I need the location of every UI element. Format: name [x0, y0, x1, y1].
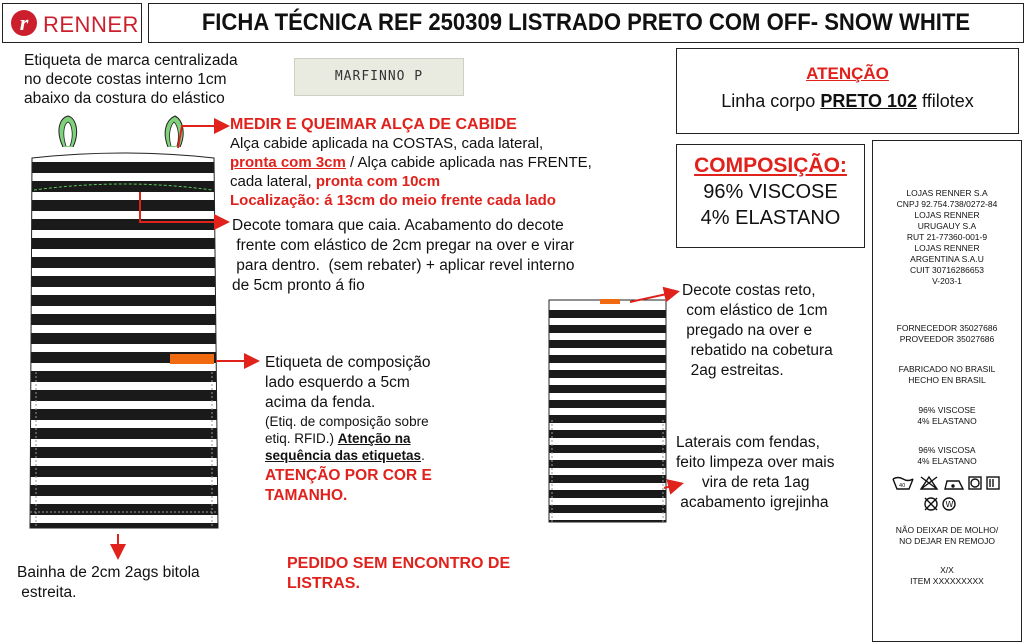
- composicao-note-line: Etiqueta de composição: [265, 354, 431, 371]
- back-stripe: [549, 490, 666, 498]
- care-line: 96% VISCOSE: [918, 405, 976, 415]
- care-line: FORNECEDOR 35027686: [896, 323, 998, 333]
- front-stripe: [20, 333, 230, 344]
- front-stripe: [20, 409, 230, 420]
- back-stripe: [549, 400, 666, 408]
- composicao-heading: COMPOSIÇÃO:: [694, 154, 847, 177]
- small-bold: Atenção na: [337, 431, 411, 446]
- back-stripe: [549, 505, 666, 513]
- alca-line-rest: / Alça cabide aplicada nas FRENTE,: [345, 154, 592, 171]
- front-stripe: [20, 504, 230, 515]
- back-stripe: [549, 385, 666, 393]
- care-line: FABRICADO NO BRASIL: [898, 364, 996, 374]
- brand-label-line: Etiqueta de marca centralizada: [24, 52, 238, 69]
- decote-frente-line: frente com elástico de 2cm pregar na over e virar: [232, 237, 575, 254]
- laterais-line: vira de reta 1ag: [676, 474, 810, 491]
- care-line: V-203-1: [932, 276, 962, 286]
- back-stripe: [549, 445, 666, 453]
- brand-label-line: abaixo da costura do elástico: [24, 90, 225, 107]
- care-line: HECHO EN BRASIL: [908, 375, 986, 385]
- care-line: PROVEEDOR 35027686: [899, 334, 995, 344]
- care-line: LOJAS RENNER: [914, 243, 980, 253]
- brand-tag-marker: [600, 299, 620, 304]
- front-stripe: [20, 314, 230, 325]
- front-stripe: [20, 447, 230, 458]
- brand-label-line: no decote costas interno 1cm: [24, 71, 227, 88]
- page-title: FICHA TÉCNICA REF 250309 LISTRADO PRETO COM OFF- SNOW WHITE: [201, 9, 971, 36]
- composicao-note-line: acima da fenda.: [265, 394, 376, 411]
- front-stripe: [20, 238, 230, 249]
- front-stripe: [20, 390, 230, 401]
- logo-mark: r: [11, 10, 37, 36]
- small-bold: sequência das etiquetas: [265, 448, 422, 463]
- back-stripe: [549, 460, 666, 468]
- small-dot: .: [421, 448, 425, 463]
- care-line: URUGAUY S.A: [917, 221, 977, 231]
- decote-costas-line: com elástico de 1cm: [682, 302, 828, 319]
- composicao-line: 96% VISCOSE: [703, 181, 838, 203]
- decote-frente-line: para dentro. (sem rebater) + aplicar revel interno: [232, 257, 575, 274]
- care-line: LOJAS RENNER: [914, 210, 980, 220]
- back-stripe: [549, 310, 666, 318]
- atencao-line-bold: PRETO 102: [820, 91, 918, 111]
- atencao-line-start: Linha corpo: [721, 91, 821, 111]
- alca-measure-frente: pronta com 10cm: [315, 173, 441, 190]
- alca-heading: MEDIR E QUEIMAR ALÇA DE CABIDE: [230, 116, 517, 133]
- laterais-line: feito limpeza over mais: [676, 454, 835, 471]
- alca-location: Localização: á 13cm do meio frente cada lado: [230, 192, 556, 209]
- composicao-line: 4% ELASTANO: [700, 207, 841, 229]
- decote-costas-line: pregado na over e: [682, 322, 813, 339]
- care-line: 4% ELASTANO: [917, 416, 977, 426]
- arrow-alca: [178, 126, 226, 148]
- brand-tag-text: MARFINNO P: [334, 69, 424, 84]
- front-stripe: [20, 162, 230, 173]
- svg-text:W: W: [945, 500, 954, 509]
- care-line: ARGENTINA S.A.U: [910, 254, 984, 264]
- front-stripe: [20, 371, 230, 382]
- pedido-line: LISTRAS.: [287, 575, 360, 592]
- svg-text:40: 40: [899, 483, 906, 489]
- front-stripe: [20, 485, 230, 496]
- decote-frente-line: Decote tomara que caia. Acabamento do decote: [232, 217, 564, 234]
- care-line: NO DEJAR EN REMOJO: [899, 536, 995, 546]
- bainha-line: estreita.: [17, 584, 77, 601]
- front-stripe: [20, 257, 230, 268]
- back-stripe: [549, 340, 666, 348]
- care-line: CUIT 30716286653: [909, 265, 985, 275]
- care-line: ITEM XXXXXXXXX: [910, 576, 984, 586]
- pedido-line: PEDIDO SEM ENCONTRO DE: [287, 555, 511, 572]
- front-stripe: [20, 200, 230, 211]
- small-text: etiq. RFID.): [265, 431, 338, 446]
- care-line: RUT 21-77360-001-9: [906, 232, 988, 242]
- care-line: X/X: [940, 565, 954, 575]
- decote-costas-line: Decote costas reto,: [682, 282, 816, 299]
- back-stripe: [549, 370, 666, 378]
- care-line: NÃO DEIXAR DE MOLHO/: [895, 525, 999, 535]
- back-stripe: [549, 475, 666, 483]
- composition-tag-marker: [170, 354, 214, 364]
- warning-line: ATENÇÃO POR COR E: [265, 467, 432, 484]
- logo-text: RENNER: [43, 12, 139, 37]
- alca-measure-costas: pronta com 3cm: [230, 154, 346, 171]
- bainha-line: Bainha de 2cm 2ags bitola: [17, 564, 200, 581]
- decote-costas-line: rebatido na cobetura: [682, 342, 833, 359]
- atencao-line-end: ffilotex: [917, 91, 974, 111]
- care-line: LOJAS RENNER S.A: [906, 188, 988, 198]
- warning-line: TAMANHO.: [265, 487, 348, 504]
- back-dress-drawing: [549, 299, 666, 528]
- front-stripe: [20, 295, 230, 306]
- front-dress-drawing: [20, 153, 230, 534]
- laterais-line: acabamento igrejinha: [676, 494, 829, 511]
- care-line: CNPJ 92.754.738/0272-84: [896, 199, 998, 209]
- care-line: 96% VISCOSA: [918, 445, 976, 455]
- laterais-line: Laterais com fendas,: [676, 434, 820, 451]
- composicao-note-small: (Etiq. de composição sobre: [265, 414, 429, 429]
- front-stripe: [20, 466, 230, 477]
- hanger-loop-left: [59, 116, 77, 147]
- decote-costas-line: 2ag estreitas.: [682, 362, 784, 379]
- front-stripe: [20, 219, 230, 230]
- back-stripe: [549, 430, 666, 438]
- decote-frente-line: de 5cm pronto á fio: [232, 277, 365, 294]
- back-stripe: [549, 355, 666, 363]
- alca-line-start: cada lateral,: [230, 173, 316, 190]
- front-stripe: [20, 181, 230, 192]
- back-stripe: [549, 325, 666, 333]
- front-stripe: [20, 276, 230, 287]
- care-line: 4% ELASTANO: [917, 456, 977, 466]
- back-stripe: [549, 415, 666, 423]
- atencao-heading: ATENÇÃO: [806, 64, 889, 83]
- alca-line: Alça cabide aplicada na COSTAS, cada lateral,: [230, 135, 544, 152]
- composicao-note-line: lado esquerdo a 5cm: [265, 374, 410, 391]
- front-stripe: [20, 428, 230, 439]
- back-stripe: [549, 520, 666, 528]
